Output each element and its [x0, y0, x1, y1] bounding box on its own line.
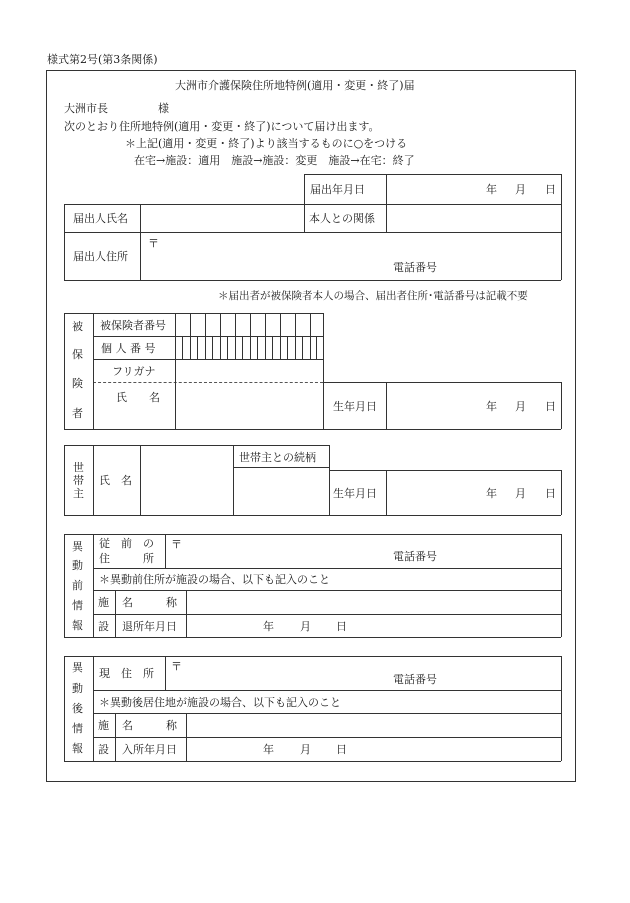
before-side-2: 動 [72, 559, 83, 572]
before-side-4: 情 [72, 599, 83, 612]
after-note: ＊異動後居住地が施設の場合、以下も記入のこと [99, 696, 341, 709]
insured-side-3: 険 [72, 377, 83, 390]
submit-year: 年 [486, 183, 497, 196]
furigana-field[interactable] [176, 360, 323, 382]
applicant-phone-label: 電話番号 [393, 261, 437, 274]
enter-year: 年 [263, 743, 274, 756]
householder-relation-label: 世帯主との続柄 [239, 451, 316, 464]
householder-birth-day: 日 [545, 487, 556, 500]
intro-text: 次のとおり住所地特例(適用・変更・終了)について届け出ます。 [64, 120, 380, 133]
after-side-1: 異 [72, 661, 83, 674]
after-side-4: 情 [72, 722, 83, 735]
before-side-3: 前 [72, 579, 83, 592]
before-note: ＊異動前住所が施設の場合、以下も記入のこと [99, 573, 330, 586]
relation-label: 本人との関係 [309, 212, 375, 225]
before-facility-name-label: 名 称 [122, 596, 177, 609]
householder-birthdate-label: 生年月日 [333, 487, 377, 500]
leave-month: 月 [300, 620, 311, 633]
insured-birthdate-field[interactable] [387, 383, 561, 429]
current-address-field[interactable] [166, 657, 561, 690]
leave-date-label: 退所年月日 [122, 620, 177, 633]
householder-side-2: 帯 [73, 474, 84, 487]
householder-name-field[interactable] [141, 446, 233, 515]
submit-date-field[interactable] [387, 175, 561, 204]
before-facility-side-1: 施 [98, 596, 109, 609]
insured-side-1: 被 [72, 320, 83, 333]
submit-date-label: 届出年月日 [310, 183, 365, 196]
addressee-honorific: 様 [158, 102, 169, 115]
after-facility-side-2: 設 [98, 743, 109, 756]
after-facility-side-1: 施 [98, 719, 109, 732]
addressee: 大洲市長 [64, 102, 108, 115]
applicant-name-field[interactable] [141, 205, 304, 232]
householder-side-1: 世 [73, 461, 84, 474]
applicant-postal-mark: 〒 [148, 237, 159, 250]
householder-birth-month: 月 [515, 487, 526, 500]
relation-field[interactable] [387, 205, 561, 232]
insured-number-label: 被保険者番号 [100, 319, 166, 332]
enter-date-field[interactable] [187, 738, 561, 761]
insured-birth-day: 日 [545, 400, 556, 413]
after-side-3: 後 [72, 702, 83, 715]
prev-phone-label: 電話番号 [393, 550, 437, 563]
form-title: 大洲市介護保険住所地特例(適用・変更・終了)届 [175, 79, 415, 92]
enter-day: 日 [336, 743, 347, 756]
insured-birthdate-label: 生年月日 [333, 400, 377, 413]
householder-relation-field[interactable] [234, 468, 329, 515]
householder-birth-year: 年 [486, 487, 497, 500]
leave-date-field[interactable] [187, 615, 561, 637]
form-number: 様式第2号(第3条関係) [47, 53, 158, 66]
after-facility-name-label: 名 称 [122, 719, 177, 732]
applicant-address-label: 届出人住所 [73, 250, 128, 263]
before-side-1: 異 [72, 540, 83, 553]
furigana-label: フリガナ [112, 365, 156, 378]
prev-address-field[interactable] [166, 535, 561, 568]
insured-side-4: 者 [72, 407, 83, 420]
current-address-label: 現 住 所 [99, 667, 154, 680]
submit-day: 日 [545, 183, 556, 196]
prev-postal-mark: 〒 [171, 538, 182, 551]
before-facility-name-field[interactable] [187, 591, 561, 614]
householder-side-3: 主 [73, 487, 84, 500]
before-side-5: 報 [72, 619, 83, 632]
current-postal-mark: 〒 [171, 660, 182, 673]
insured-name-label: 氏 名 [116, 391, 160, 404]
insured-name-field[interactable] [176, 383, 323, 429]
applicant-name-label: 届出人氏名 [73, 212, 128, 225]
prev-address-label-2: 住 所 [99, 552, 154, 565]
prev-address-label-1: 従 前 の [99, 537, 154, 550]
after-facility-name-field[interactable] [187, 714, 561, 737]
insured-birth-year: 年 [486, 400, 497, 413]
before-facility-side-2: 設 [98, 620, 109, 633]
note-cases: 在宅→施設：適用 施設→施設：変更 施設→在宅：終了 [134, 154, 415, 167]
after-side-5: 報 [72, 742, 83, 755]
insured-birth-month: 月 [515, 400, 526, 413]
insured-side-2: 保 [72, 348, 83, 361]
householder-name-label: 氏 名 [99, 474, 132, 487]
submit-month: 月 [515, 183, 526, 196]
applicant-note: ＊届出者が被保険者本人の場合、届出者住所･電話番号は記載不要 [218, 290, 528, 302]
note-select: ＊上記(適用・変更・終了)より該当するものに○をつける [125, 137, 408, 150]
leave-year: 年 [263, 620, 274, 633]
householder-birthdate-field[interactable] [387, 471, 561, 515]
applicant-address-field[interactable] [141, 233, 561, 280]
current-phone-label: 電話番号 [393, 673, 437, 686]
after-side-2: 動 [72, 682, 83, 695]
enter-date-label: 入所年月日 [122, 743, 177, 756]
enter-month: 月 [300, 743, 311, 756]
personal-number-label: 個 人 番 号 [101, 342, 156, 355]
leave-day: 日 [336, 620, 347, 633]
